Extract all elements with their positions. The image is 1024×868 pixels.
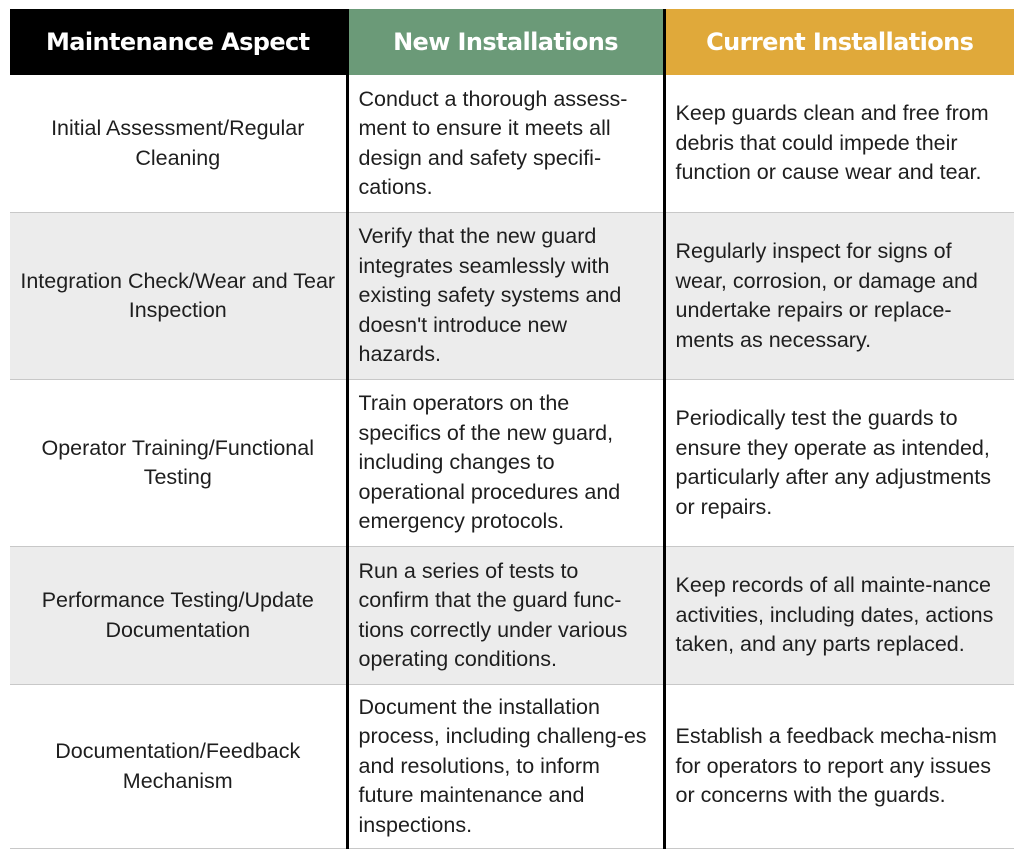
- current-installation-cell: Keep guards clean and free from debris that could impede their function or cause wear and tear.: [664, 75, 1014, 213]
- table-header-row: [10, 9, 1014, 75]
- table-row: [10, 380, 1014, 547]
- table-row: [10, 685, 1014, 849]
- aspect-cell: Operator Training/Functional Testing: [10, 380, 347, 547]
- new-installation-cell: Train operators on the specifics of the new guard, including changes to operational procedures and emergency protocols.: [347, 380, 664, 547]
- table-row: [10, 75, 1014, 213]
- aspect-cell: Performance Testing/Update Documentation: [10, 547, 347, 685]
- aspect-cell: Integration Check/Wear and Tear Inspection: [10, 213, 347, 380]
- aspect-cell: Initial Assessment/Regular Cleaning: [10, 75, 347, 213]
- current-installation-cell: Periodically test the guards to ensure they operate as intended, particularly after any adjustments or repairs.: [664, 380, 1014, 547]
- new-installation-cell: Conduct a thorough assess-ment to ensure it meets all design and safety specifi-cations.: [347, 75, 664, 213]
- current-installation-cell: Keep records of all mainte-nance activities, including dates, actions taken, and any parts replaced.: [664, 547, 1014, 685]
- new-installation-cell: Run a series of tests to confirm that the guard func-tions correctly under various operating conditions.: [347, 547, 664, 685]
- table-row: [10, 213, 1014, 380]
- current-installation-cell: Establish a feedback mecha-nism for operators to report any issues or concerns with the guards.: [664, 685, 1014, 849]
- aspect-cell: Documentation/Feedback Mechanism: [10, 685, 347, 849]
- header-current-installations: Current Installations: [664, 9, 1014, 75]
- new-installation-cell: Verify that the new guard integrates seamlessly with existing safety systems and doesn't introduce new hazards.: [347, 213, 664, 380]
- table-row: [10, 547, 1014, 685]
- header-maintenance-aspect: Maintenance Aspect: [10, 9, 347, 75]
- current-installation-cell: Regularly inspect for signs of wear, corrosion, or damage and undertake repairs or replace-ments as necessary.: [664, 213, 1014, 380]
- maintenance-table: [10, 9, 1014, 849]
- header-new-installations: New Installations: [347, 9, 664, 75]
- new-installation-cell: Document the installation process, including challeng-es and resolutions, to inform future maintenance and inspections.: [347, 685, 664, 849]
